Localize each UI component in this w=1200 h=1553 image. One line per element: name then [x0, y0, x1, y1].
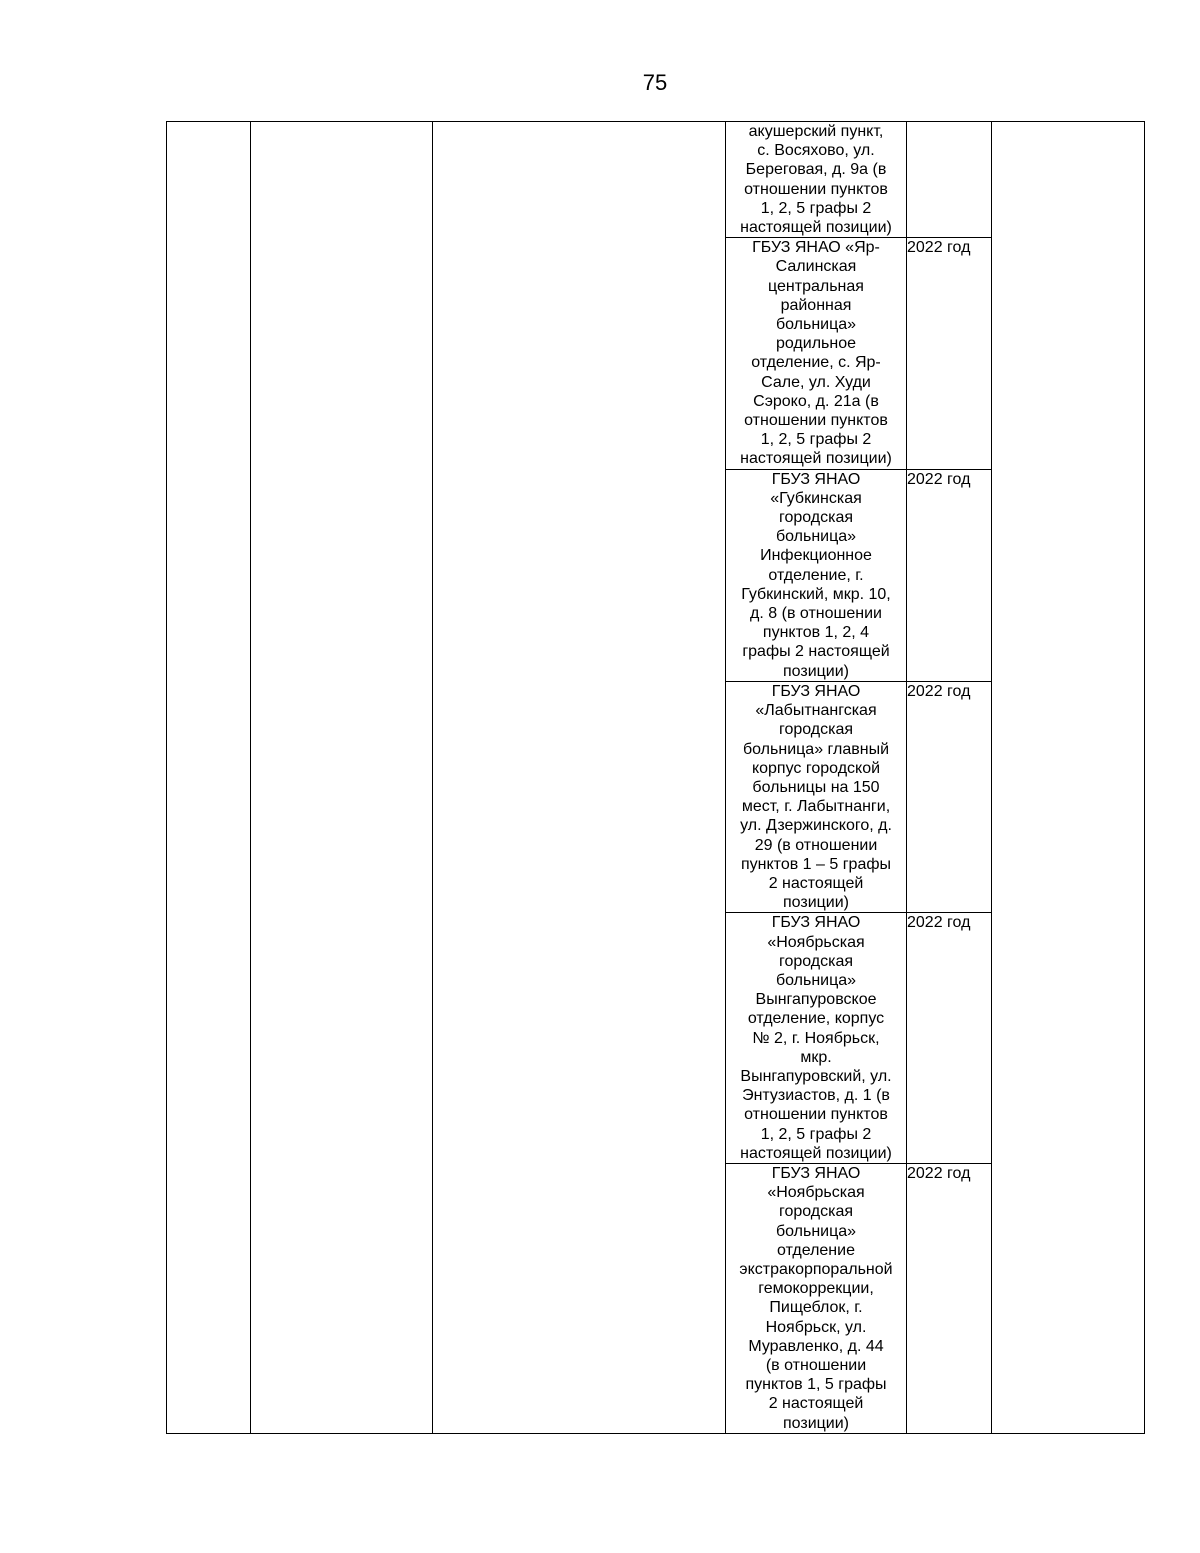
facility-text-line: настоящей позиции) [740, 1144, 892, 1162]
facility-text-line: отделение, корпус [747, 1010, 885, 1028]
facility-text-line: акушерский пункт, [748, 123, 884, 140]
facility-text-line: больница» [775, 316, 857, 334]
facility-text-line: позиции) [782, 662, 850, 680]
facility-text-line: Вынгапуровское [755, 991, 877, 1009]
year-cell: 2022 год [907, 913, 992, 1164]
facility-text-line: настоящей позиции) [740, 450, 892, 468]
facility-text-line: с. Восяхово, ул. [757, 142, 875, 160]
facility-text-line: ГБУЗ ЯНАО [771, 470, 861, 488]
year-cell: 2022 год [907, 238, 992, 469]
facility-text-line: Вынгапуровский, ул. [740, 1067, 892, 1085]
facility-text-line: ГБУЗ ЯНАО [771, 1164, 861, 1182]
facility-text-line: городская [778, 509, 854, 527]
column-1-cell [167, 122, 251, 1434]
facility-text-line: больница» [775, 1222, 857, 1240]
facility-text-line: городская [778, 952, 854, 970]
facility-text-line: мкр. [800, 1048, 832, 1066]
facility-cell [726, 122, 907, 238]
year-cell [907, 122, 992, 238]
facility-text-line: ГБУЗ ЯНАО «Яр- [752, 239, 880, 257]
facility-text-line: 2 настоящей [768, 874, 864, 892]
facility-text-line: отделение [777, 1241, 855, 1259]
facility-text-line: 1, 2, 5 графы 2 [760, 199, 872, 217]
facility-text-line: гемокоррекции, [758, 1280, 874, 1298]
facility-text-line: настоящей позиции) [740, 219, 892, 237]
facility-text-line: Пищеблок, г. [769, 1299, 863, 1317]
facility-text-line: пунктов 1 – 5 графы [741, 855, 891, 873]
page-number: 75 [642, 70, 668, 95]
facility-text-line: отношении пунктов [744, 180, 888, 198]
facility-text-line: Ноябрьск, ул. [765, 1318, 867, 1336]
facility-text-line: центральная [768, 277, 864, 295]
facility-cell [726, 469, 907, 681]
facility-text-line: Сале, ул. Худи [761, 373, 871, 391]
facility-text-line: Энтузиастов, д. 1 (в [742, 1087, 890, 1105]
facility-text-line: ул. Дзержинского, д. [740, 817, 892, 835]
facility-text-line: 29 (в отношении [754, 836, 878, 854]
facility-text-line: «Губкинская [770, 489, 862, 507]
table-row [167, 122, 1145, 238]
facility-text-line: корпус городской [751, 759, 881, 777]
facility-text-line: «Лабытнангская [755, 702, 877, 720]
facility-text-line: 1, 2, 5 графы 2 [760, 431, 872, 449]
facility-text-line: родильное [775, 335, 857, 353]
facility-text-line: д. 8 (в отношении [750, 605, 882, 623]
facility-text-line: позиции) [782, 894, 850, 912]
facility-text-line: 1, 2, 5 графы 2 [760, 1125, 872, 1143]
facility-text-line: больница» [775, 971, 857, 989]
facility-text-line: больница» [775, 528, 857, 546]
facility-text-line: пунктов 1, 5 графы [745, 1376, 887, 1394]
facility-text-line: графы 2 настоящей [742, 643, 890, 661]
facility-text-line: отношении пунктов [744, 1106, 888, 1124]
facility-text-line: больница» главный [742, 740, 890, 758]
facility-text-line: 2 настоящей [768, 1395, 864, 1413]
facility-text-line: городская [778, 1203, 854, 1221]
facility-text-line: «Ноябрьская [767, 933, 865, 951]
facility-text-line: № 2, г. Ноябрьск, [752, 1029, 880, 1047]
facility-cell [726, 913, 907, 1164]
facility-cell [726, 1163, 907, 1433]
facility-text-line: ГБУЗ ЯНАО [771, 914, 861, 932]
facility-text-line: районная [780, 296, 852, 314]
facility-cell [726, 681, 907, 912]
year-cell: 2022 год [907, 681, 992, 912]
facility-text-line: городская [778, 721, 854, 739]
facility-text-line: пунктов 1, 2, 4 [762, 624, 870, 642]
facility-text-line: мест, г. Лабытнанги, [741, 798, 891, 816]
column-6-cell [992, 122, 1145, 1434]
year-cell: 2022 год [907, 1163, 992, 1433]
year-cell: 2022 год [907, 469, 992, 681]
document-table [166, 121, 1145, 1434]
column-2-cell [251, 122, 433, 1434]
facility-text-line: Губкинский, мкр. 10, [741, 585, 891, 603]
facility-text-line: Сэроко, д. 21а (в [753, 392, 879, 410]
column-3-cell [433, 122, 726, 1434]
facility-text-line: отделение, с. Яр- [751, 354, 881, 372]
facility-text-line: Инфекционное [760, 547, 872, 565]
facility-cell [726, 238, 907, 469]
facility-text-line: (в отношении [765, 1357, 867, 1374]
facility-text-line: Салинская [775, 258, 857, 276]
facility-text-line: позиции) [782, 1414, 850, 1432]
facility-text-line: Муравленко, д. 44 [748, 1337, 884, 1355]
facility-text-line: экстракорпоральной [739, 1260, 893, 1278]
facility-text-line: отделение, г. [768, 566, 864, 584]
facility-text-line: отношении пунктов [744, 412, 888, 430]
facility-text-line: больницы на 150 [752, 778, 880, 796]
facility-text-line: ГБУЗ ЯНАО [771, 682, 861, 700]
facility-text-line: Береговая, д. 9а (в [745, 161, 887, 179]
facility-text-line: «Ноябрьская [767, 1184, 865, 1202]
